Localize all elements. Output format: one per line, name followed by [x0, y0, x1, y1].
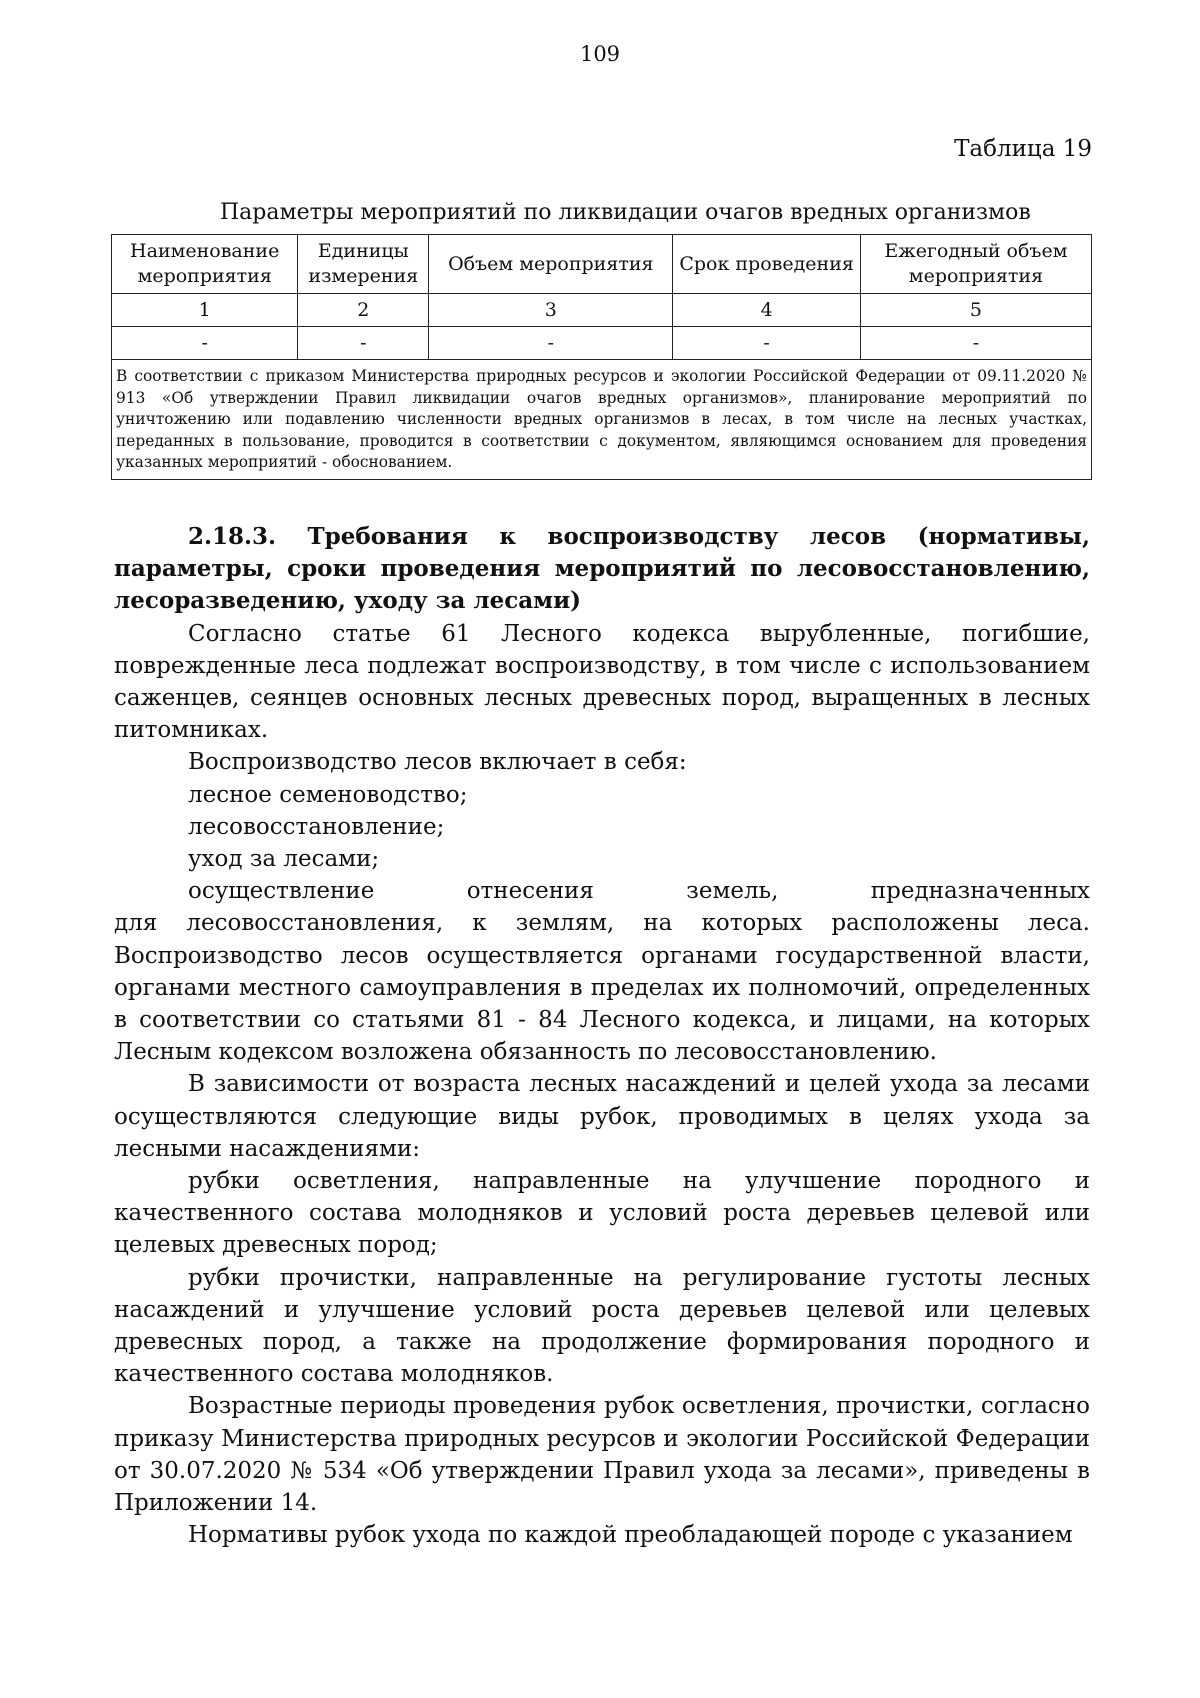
table-cell: -	[673, 327, 860, 360]
document-body	[114, 521, 1090, 1552]
table-cell: -	[112, 327, 298, 360]
table-header-cell: Объем мероприятия	[429, 235, 673, 294]
table-header-cell: Единицы измерения	[298, 235, 429, 294]
list-item: лесовосстановление;	[188, 813, 445, 840]
table-title: Параметры мероприятий по ликвидации очагов вредных организмов	[220, 200, 1031, 225]
list-item: рубки прочистки, направленные на регулирование густоты лесных насаждений и улучшение условий роста деревьев целевой или целевых древесных пород, а также на продолжение формирования породного и качественного состава молодняков.	[114, 1264, 1090, 1388]
section-heading: 2.18.3. Требования к воспроизводству лесов (нормативы, параметры, сроки проведения мероприятий по лесовосстановлению, лесоразведению, уходу за лесами)	[114, 523, 1090, 615]
table-cell: 4	[673, 294, 860, 327]
table-cell: -	[429, 327, 673, 360]
table-note: В соответствии с приказом Министерства природных ресурсов и экологии Российской Федерации от 09.11.2020 № 913 «Об утверждении Правил ликвидации очагов вредных организмов», планирование мероприятий по уничтожению или подавлению численности вредных организмов в лесах, в том числе на лесных участках, переданных в пользование, проводится в соответствии с документом, являющимся основанием для проведения указанных мероприятий - обоснованием.	[112, 360, 1092, 480]
table-header-cell: Ежегодный объем мероприятия	[860, 235, 1091, 294]
paragraph: Согласно статье 61 Лесного кодекса вырубленные, погибшие, поврежденные леса подлежат воспроизводству, в том числе с использованием саженцев, сеянцев основных лесных древесных пород, выращенных в лесных питомниках.	[114, 620, 1090, 744]
list-item: осуществление отнесения земель, предназначенных	[188, 878, 1090, 905]
table-number-row	[112, 294, 1092, 327]
paragraph: для лесовосстановления, к землям, на которых расположены леса. Воспроизводство лесов осуществляется органами государственной власти, органами местного самоуправления в пределах их полномочий, определенных в соответствии со статьями 81 - 84 Лесного кодекса, и лицами, на которых Лесным кодексом возложена обязанность по лесовосстановлению.	[114, 910, 1090, 1066]
table-cell: -	[860, 327, 1091, 360]
table-header-row	[112, 235, 1092, 294]
list-item: лесное семеноводство;	[188, 781, 468, 808]
paragraph: В зависимости от возраста лесных насаждений и целей ухода за лесами осуществляются следующие виды рубок, проводимых в целях ухода за лесными насаждениями:	[114, 1071, 1090, 1162]
paragraph: Возрастные периоды проведения рубок осветления, прочистки, согласно приказу Министерства природных ресурсов и экологии Российской Федерации от 30.07.2020 № 534 «Об утверждении Правил ухода за лесами», приведены в Приложении 14.	[114, 1393, 1090, 1517]
table-note-row	[112, 360, 1092, 480]
page-number: 109	[579, 42, 621, 66]
table-header-cell: Срок проведения	[673, 235, 860, 294]
table-cell: 2	[298, 294, 429, 327]
table-cell: 5	[860, 294, 1091, 327]
list-item: рубки осветления, направленные на улучшение породного и качественного состава молодняков и условий роста деревьев целевой или целевых древесных пород;	[114, 1168, 1090, 1259]
table-cell: 3	[429, 294, 673, 327]
table-header-cell: Наименование мероприятия	[112, 235, 298, 294]
table-cell: 1	[112, 294, 298, 327]
table-caption: Таблица 19	[954, 136, 1092, 162]
list-item: уход за лесами;	[188, 846, 380, 873]
table-row	[112, 327, 1092, 360]
table-cell: -	[298, 327, 429, 360]
paragraph: Нормативы рубок ухода по каждой преобладающей породе с указанием	[188, 1522, 1073, 1549]
parameters-table	[111, 234, 1092, 480]
paragraph: Воспроизводство лесов включает в себя:	[188, 749, 687, 776]
